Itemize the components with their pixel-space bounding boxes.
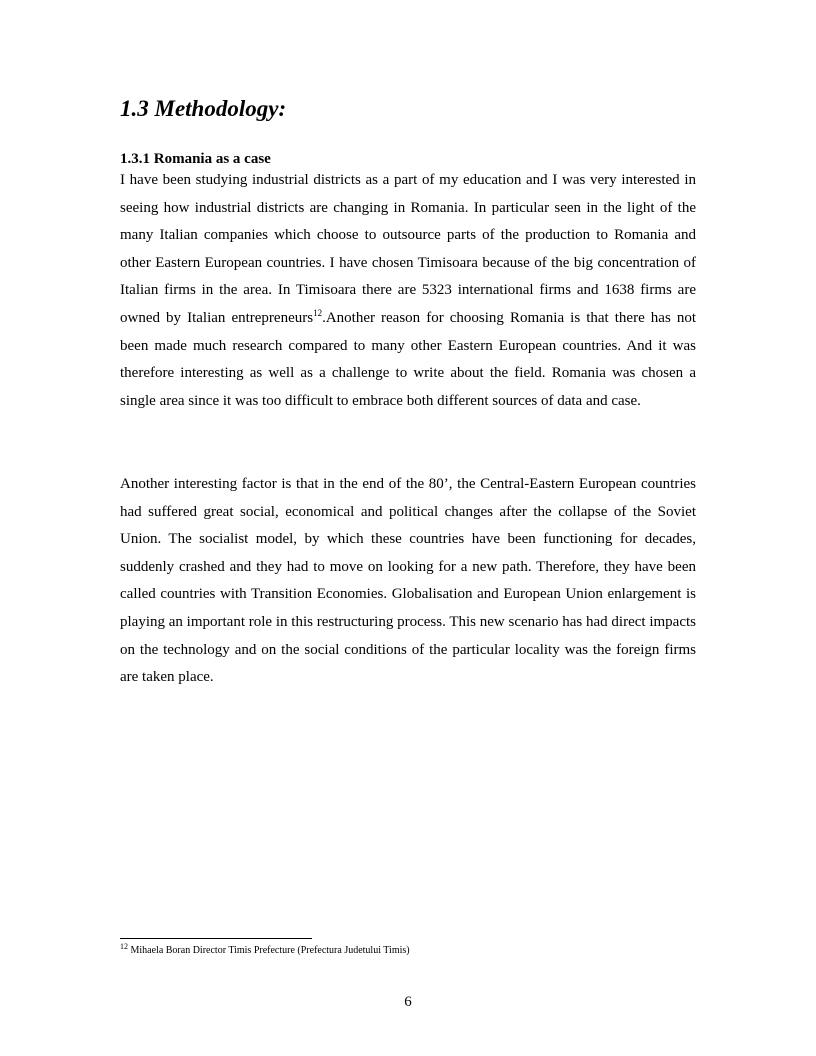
footnote-marker: 12 [120, 942, 128, 951]
page-title: 1.3 Methodology: [120, 96, 287, 121]
page-number: 6 [404, 994, 412, 1010]
footnote [120, 944, 410, 958]
paragraph-text: I have been studying industrial districts as a part of my education and I was very interested in seeing how industrial districts are changing in Romania. In particular seen in the light of the many Italian companies which choose to outsource parts of the production to Romania and other Eastern European countries. I have chosen Timisoara because of the big concentration of Italian firms in the area. In Timisoara there are 5323 international firms and 1638 firms are owned by Italian entrepreneurs [120, 172, 696, 326]
footnote-divider [120, 938, 312, 939]
body-paragraph [120, 167, 696, 415]
footnote-reference: 12 [313, 307, 323, 318]
body-paragraph: Another interesting factor is that in the end of the 80’, the Central-Eastern European countries had suffered great social, economical and political changes after the collapse of the Soviet Union. The socialist model, by which these countries have been functioning for decades, suddenly crashed and they had to move on looking for a new path. Therefore, they have been called countries with Transition Economies. Globalisation and European Union enlargement is playing an important role in this restructuring process. This new scenario has had direct impacts on the technology and on the social conditions of the particular locality was the foreign firms are taken place. [120, 476, 696, 686]
section-heading: 1.3.1 Romania as a case [120, 151, 271, 167]
paragraph-text: .Another reason for choosing Romania is that there has not been made much research compared to many other Eastern European countries. And it was therefore interesting as well as a challenge to write about the field. Romania was chosen a single area since it was too difficult to embrace both different sources of data and case. [120, 309, 696, 409]
footnote-text: Mihaela Boran Director Timis Prefecture (Prefectura Judetului Timis) [128, 945, 410, 956]
